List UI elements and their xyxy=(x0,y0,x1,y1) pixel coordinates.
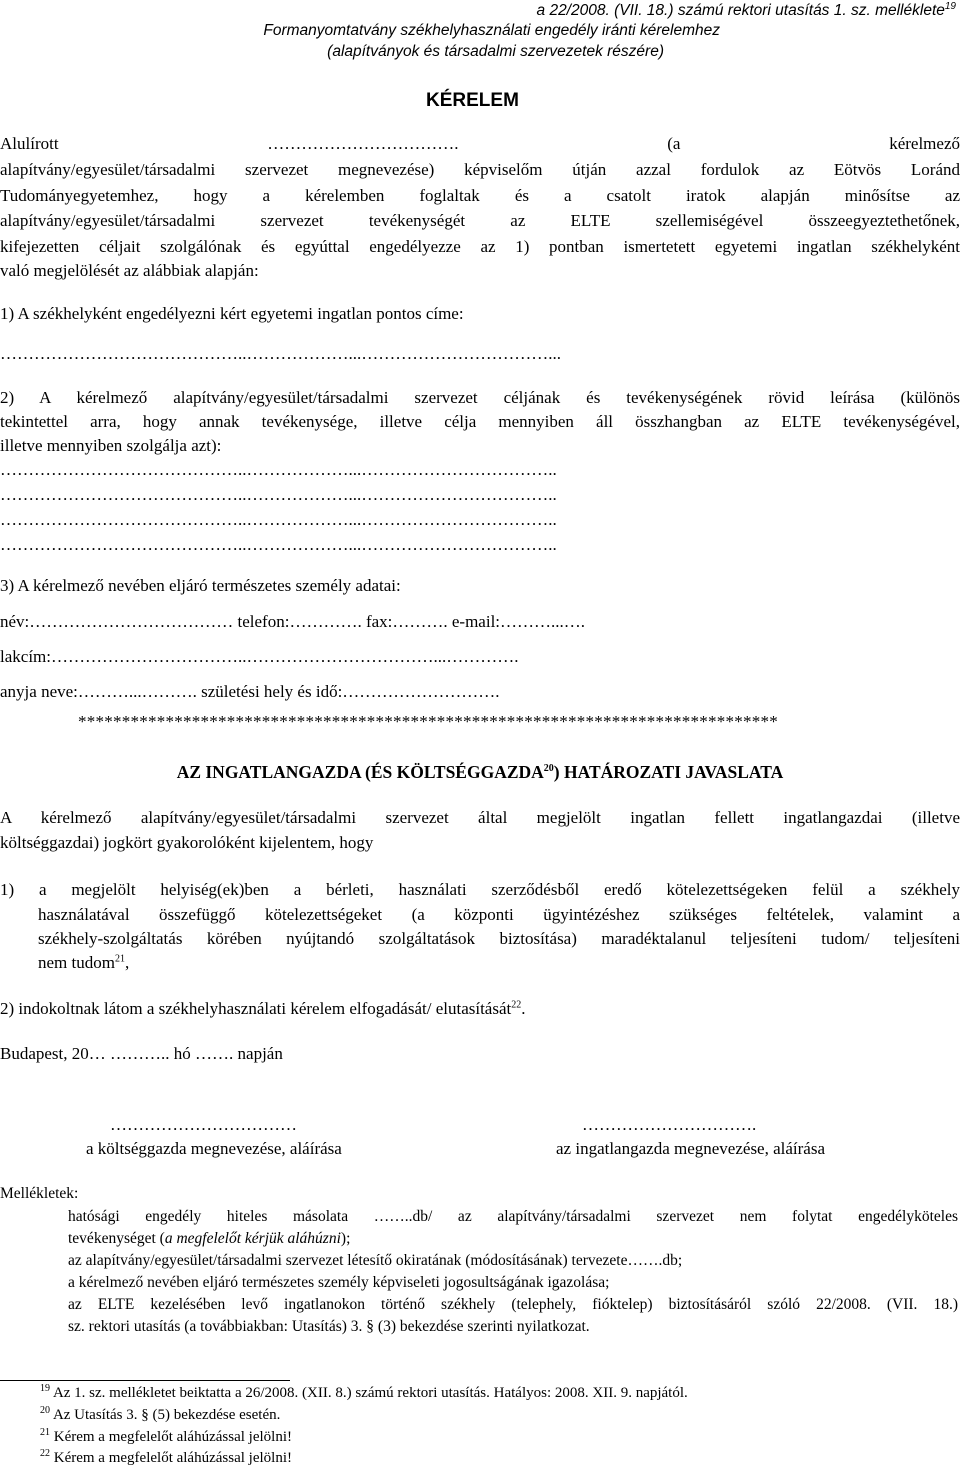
attachment-line-2: tevékenységet (a megfelelőt kérjük aláhúzni); xyxy=(68,1230,351,1247)
page-title: KÉRELEM xyxy=(426,90,519,111)
footnote-20: $^{20}$ Az Utasítás 3. § (5) bekezdése esetén. xyxy=(40,1405,281,1423)
attachment-line-4: a kérelmező nevében eljáró természetes személy képviseleti jogosultságának igazolása; xyxy=(68,1274,610,1291)
section2-para-line-1: A kérelmező alapítvány/egyesület/társadalmi szervezet által megjelölt ingatlan fellett ingatlangazdai (illetve xyxy=(0,808,960,827)
item2-dots-3: ……………………………………..………………...…………………………….. xyxy=(0,510,557,529)
footnote-19: $^{19}$ Az 1. sz. mellékletet beiktatta a 26/2008. (XII. 8.) számú rektori utasítás. Hatályos: 2008. XII. 9. napjától. xyxy=(40,1383,688,1401)
intro-line-6: való megjelölését az alábbiak alapján: xyxy=(0,261,259,280)
section2-title: AZ INGATLANGAZDA (ÉS KÖLTSÉGGAZDA$^{20}$) HATÁROZATI JAVASLATA xyxy=(176,762,784,782)
item2-dots-1: ……………………………………..………………...…………………………….. xyxy=(0,460,557,479)
signature-left-label: a költséggazda megnevezése, aláírása xyxy=(86,1139,342,1158)
attachment-line-1: hatósági engedély hiteles másolata ……..db/ az alapítvány/társadalmi szervezet nem folytat engedélyköteles xyxy=(68,1208,958,1225)
name-line: név:……………………………… telefon:…………. fax:………. e-mail:………...…. xyxy=(0,612,586,631)
intro-line-4: alapítvány/egyesület/társadalmi szervezet tevékenységét az ELTE szellemiségével összeegyeztethetőnek, xyxy=(0,211,960,230)
attachment-line-3: az alapítvány/egyesület/társadalmi szervezet létesítő okiratának (módosításának) tervezete…….db; xyxy=(68,1252,683,1269)
header-line-1: a 22/2008. (VII. 18.) számú rektori utasítás 1. sz. melléklete$^{19}$ xyxy=(536,0,956,19)
footnote-divider xyxy=(0,1380,290,1381)
item2-line-2: tekintettel arra, hogy annak tevékenysége, illetve célja mennyiben áll összhangban az ELTE tevékenységével, xyxy=(0,412,960,431)
footnote-ref-22: 22 xyxy=(511,999,522,1011)
point1-line-2: használatával összefüggő kötelezettségeket (a központi ügyintézéshez szükséges feltételek, valamint a xyxy=(38,905,960,924)
intro-line-5: kifejezetten céljait szolgálónak és egyúttal engedélyezze az 1) pontban ismertetett egyetemi ingatlan székhelyként xyxy=(0,237,960,256)
intro-line-3: Tudományegyetemhez, hogy a kérelemben foglaltak és a csatolt iratok alapján minősítse az xyxy=(0,186,960,205)
intro-line-1: Alulírott ……………………………. (a kérelmező xyxy=(0,134,960,153)
footnote-ref-19: 19 xyxy=(944,0,956,12)
item2-line-3: illetve mennyiben szolgálja azt): xyxy=(0,436,222,455)
point1-line-4: nem tudom$^{21}$, xyxy=(38,953,130,972)
section2-para-line-2: költséggazdai) jogkört gyakorolóként kijelentem, hogy xyxy=(0,833,374,852)
address-line: lakcím:……………………………..……………………………...…………. xyxy=(0,647,519,666)
date-line: Budapest, 20… ……….. hó ……. napján xyxy=(0,1044,283,1063)
point1-line-1: 1) a megjelölt helyiség(ek)ben a bérleti, használati szerződésből eredő kötelezettségeken felül a székhely xyxy=(0,880,960,899)
footnote-21: $^{21}$ Kérem a megfelelőt aláhúzással jelölni! xyxy=(40,1427,292,1445)
item1-label: 1) A székhelyként engedélyezni kért egyetemi ingatlan pontos címe: xyxy=(0,304,464,323)
attachments-label: Mellékletek: xyxy=(0,1185,79,1202)
item2-dots-2: ……………………………………..………………...…………………………….. xyxy=(0,485,557,504)
item2-line-1: 2) A kérelmező alapítvány/egyesület/társadalmi szervezet céljának és tevékenységének rövid leírása (különös xyxy=(0,388,960,407)
separator-stars: ******************************************************************************** xyxy=(78,712,778,731)
attachment-line-6: sz. rektori utasítás (a továbbiakban: Utasítás) 3. § (3) bekezdése szerinti nyilatkozat. xyxy=(68,1318,590,1335)
attachment-line-5: az ELTE kezelésében levő ingatlanokon történő székhely (telephely, fióktelep) biztosításáról szóló 22/2008. (VII. 18.) xyxy=(68,1296,958,1313)
point2-line: 2) indokoltnak látom a székhelyhasználati kérelem elfogadását/ elutasítását$^{22}$. xyxy=(0,999,526,1018)
signature-right-dots: …………………………. xyxy=(582,1115,757,1134)
footnote-22: $^{22}$ Kérem a megfelelőt aláhúzással jelölni! xyxy=(40,1448,292,1466)
mother-line: anyja neve:………...………. születési hely és idő:………………………. xyxy=(0,682,500,701)
point1-line-3: székhely-szolgáltatás körében nyújtandó szolgáltatások biztosítása) maradéktalanul teljesíteni tudom/ teljesíteni xyxy=(38,929,960,948)
header-line-3: (alapítványok és társadalmi szervezetek részére) xyxy=(327,43,664,60)
footnote-ref-20: 20 xyxy=(543,763,554,775)
intro-line-2: alapítvány/egyesület/társadalmi szervezet megnevezése) képviselőm útján azzal fordulok az Eötvös Loránd xyxy=(0,160,960,179)
header-line-2: Formanyomtatvány székhelyhasználati engedély iránti kérelemhez xyxy=(263,22,720,39)
signature-right-label: az ingatlangazda megnevezése, aláírása xyxy=(556,1139,826,1158)
item3-label: 3) A kérelmező nevében eljáró természetes személy adatai: xyxy=(0,576,401,595)
item2-dots-4: ……………………………………..………………...…………………………….. xyxy=(0,535,557,554)
footnote-ref-21: 21 xyxy=(114,953,125,965)
item1-dots: ……………………………………..………………...……………………………... xyxy=(0,344,561,363)
signature-left-dots: …………………………… xyxy=(110,1115,297,1134)
